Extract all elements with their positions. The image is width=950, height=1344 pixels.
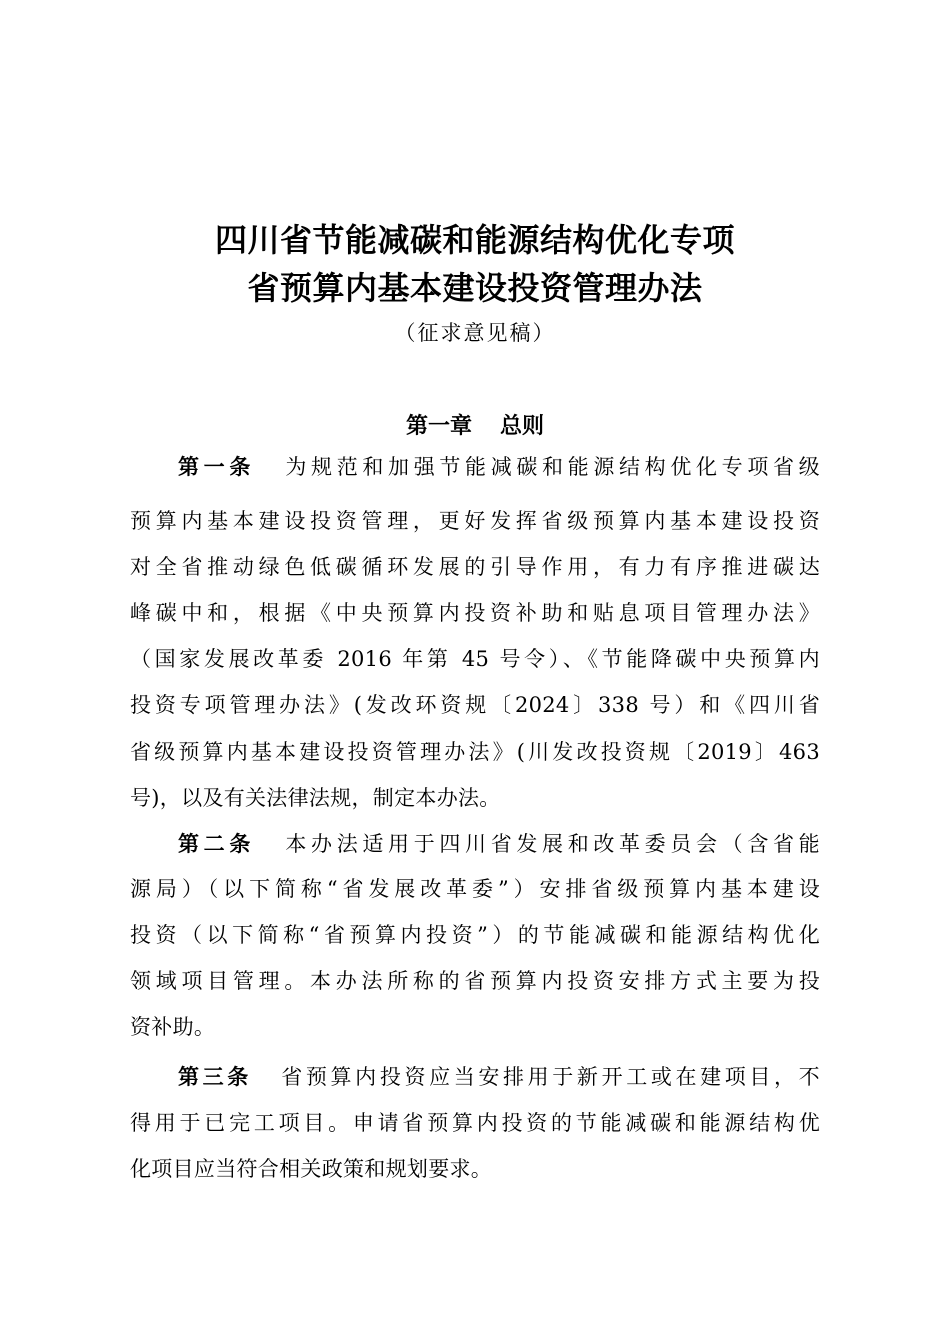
article-1-line-4: 峰碳中和，根据《中央预算内投资补助和贴息项目管理办法》 (130, 601, 820, 625)
document-subtitle: （征求意见稿） (394, 321, 556, 345)
article-3-line-1 (178, 1062, 820, 1092)
chapter-number: 第一章 (405, 414, 472, 439)
article-1-line-5: （国家发展改革委 2016 年第 45 号令）、《节能降碳中央预算内 (130, 647, 820, 671)
article-2-line-3: 投资（以下简称“省预算内投资”）的节能减碳和能源结构优化 (130, 923, 820, 947)
article-3-text: 省预算内投资应当安排用于新开工或在建项目，不 (277, 1065, 820, 1089)
article-3-label: 第三条 (178, 1065, 252, 1089)
article-1-label: 第一条 (178, 455, 255, 479)
article-3-line-2: 得用于已完工项目。申请省预算内投资的节能减碳和能源结构优 (130, 1111, 820, 1135)
document-title-line-2: 省预算内基本建设投资管理办法 (247, 269, 703, 307)
article-3-line-3: 化项目应当符合相关政策和规划要求。 (130, 1157, 493, 1181)
article-2-line-1 (178, 829, 820, 859)
article-1-line-8: 号)，以及有关法律法规，制定本办法。 (130, 786, 501, 810)
article-2-line-2: 源局）（以下简称“省发展改革委”）安排省级预算内基本建设 (130, 877, 820, 901)
article-1-text: 为规范和加强节能减碳和能源结构优化专项省级 (281, 455, 820, 479)
chapter-name: 总则 (500, 414, 545, 439)
chapter-heading (0, 410, 950, 444)
article-2-label: 第二条 (178, 832, 255, 856)
article-1-line-1 (178, 452, 820, 482)
article-1-line-2: 预算内基本建设投资管理，更好发挥省级预算内基本建设投资 (130, 509, 820, 533)
article-1-line-3: 对全省推动绿色低碳循环发展的引导作用，有力有序推进碳达 (130, 555, 820, 579)
document-title-line-1: 四川省节能减碳和能源结构优化专项 (214, 221, 735, 259)
article-1-line-7: 省级预算内基本建设投资管理办法》(川发改投资规〔2019〕463 (130, 740, 820, 764)
article-1-line-6: 投资专项管理办法》(发改环资规〔2024〕338 号）和《四川省 (130, 693, 820, 717)
article-2-line-4: 领域项目管理。本办法所称的省预算内投资安排方式主要为投 (130, 969, 820, 993)
article-2-line-5: 资补助。 (130, 1015, 216, 1039)
article-2-text: 本办法适用于四川省发展和改革委员会（含省能 (281, 832, 820, 856)
